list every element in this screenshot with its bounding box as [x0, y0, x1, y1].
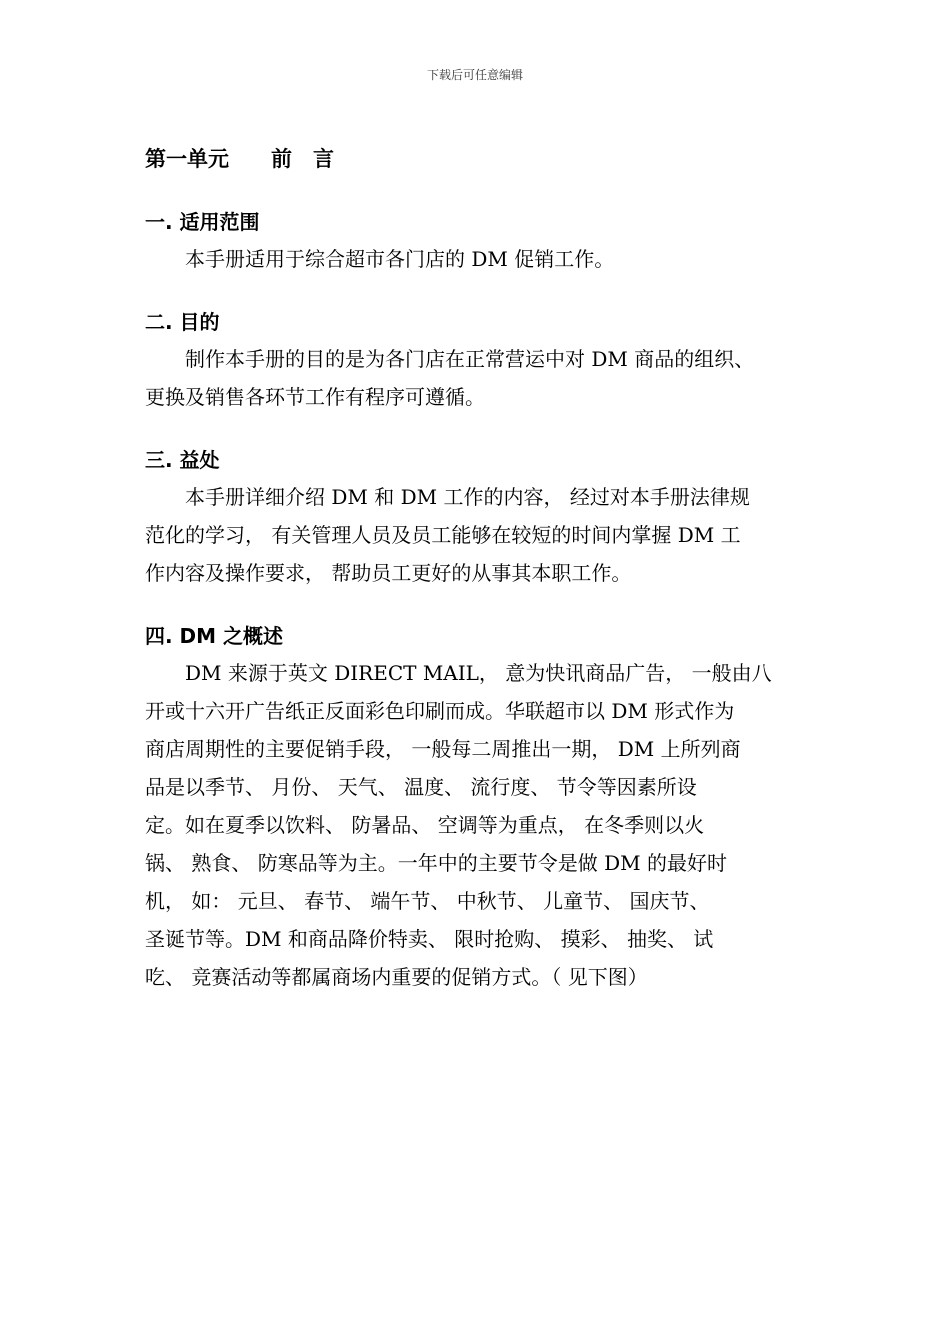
- section-heading: 二. 目的: [145, 310, 220, 334]
- paragraph-line: 制作本手册的目的是为各门店在正常营运中对 DM 商品的组织、: [145, 347, 755, 371]
- paragraph-line: 作内容及操作要求， 帮助员工更好的从事其本职工作。: [145, 561, 632, 585]
- paragraph-line: DM 来源于英文 DIRECT MAIL， 意为快讯商品广告， 一般由八: [145, 661, 772, 685]
- paragraph-line: 本手册适用于综合超市各门店的 DM 促销工作。: [145, 247, 615, 271]
- section-paragraph: [145, 240, 815, 278]
- paragraph-line: 圣诞节等。DM 和商品降价特卖、 限时抢购、 摸彩、 抽奖、 试: [145, 927, 714, 951]
- paragraph-line: 品是以季节、 月份、 天气、 温度、 流行度、 节令等因素所设: [145, 775, 697, 799]
- paragraph-line: 商店周期性的主要促销手段， 一般每二周推出一期， DM 上所列商: [145, 737, 741, 761]
- paragraph-line: 本手册详细介绍 DM 和 DM 工作的内容， 经过对本手册法律规: [145, 485, 750, 509]
- paragraph-line: 吃、 竞赛活动等都属商场内重要的促销方式。（ 见下图）: [145, 965, 648, 989]
- paragraph-line: 更换及销售各环节工作有程序可遵循。: [145, 385, 485, 409]
- section-scope: [145, 204, 815, 278]
- unit-title: 第一单元 前 言: [145, 147, 334, 171]
- section-paragraph: [145, 340, 815, 416]
- paragraph-line: 范化的学习， 有关管理人员及员工能够在较短的时间内掌握 DM 工: [145, 523, 741, 547]
- section-heading: 三. 益处: [145, 448, 220, 472]
- document-body: [145, 140, 815, 1022]
- paragraph-line: 锅、 熟食、 防寒品等为主。一年中的主要节令是做 DM 的最好时: [145, 851, 727, 875]
- section-paragraph: [145, 478, 815, 592]
- section-heading: 一. 适用范围: [145, 210, 260, 234]
- paragraph-line: 机， 如： 元旦、 春节、 端午节、 中秋节、 儿童节、 国庆节、: [145, 889, 710, 913]
- section-heading: 四. DM 之概述: [145, 624, 284, 648]
- paragraph-line: 开或十六开广告纸正反面彩色印刷而成。华联超市以 DM 形式作为: [145, 699, 735, 723]
- section-paragraph: [145, 654, 815, 996]
- section-dm-overview: [145, 618, 815, 996]
- page-header-note: 下载后可任意编辑: [426, 68, 523, 82]
- section-benefits: [145, 442, 815, 592]
- paragraph-line: 定。如在夏季以饮料、 防暑品、 空调等为重点， 在冬季则以火: [145, 813, 705, 837]
- section-purpose: [145, 304, 815, 416]
